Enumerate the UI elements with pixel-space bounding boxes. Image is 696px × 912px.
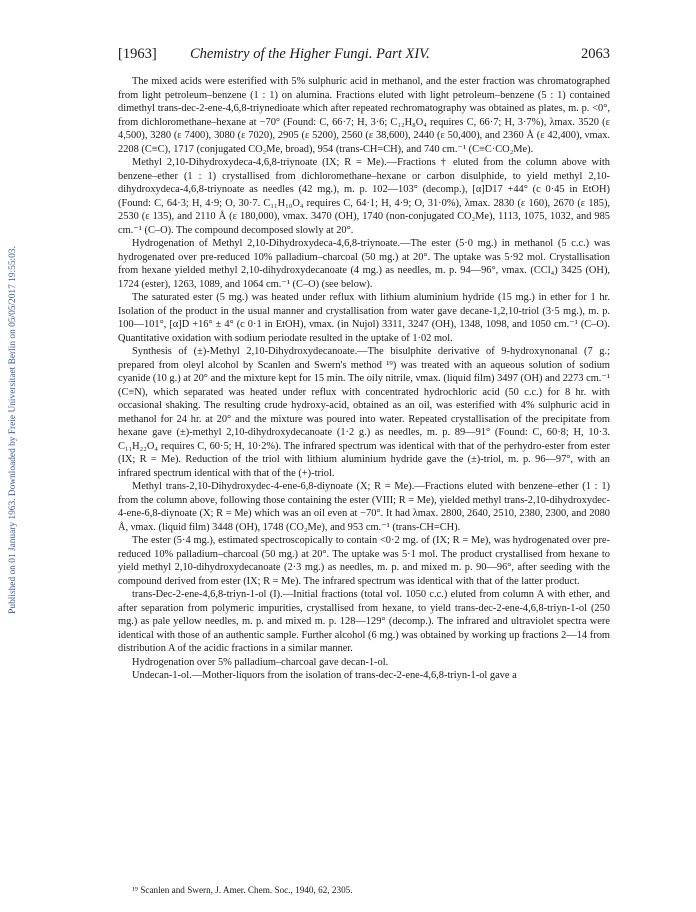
paragraph-undecanol: Undecan-1-ol.—Mother-liquors from the isolation of trans-dec-2-ene-4,6,8-triyn-1-ol gave a: [132, 670, 517, 681]
page-header: [118, 46, 610, 64]
header-year: [1963]: [118, 46, 157, 62]
running-title: Chemistry of the Higher Fungi. Part XIV.: [190, 46, 430, 62]
paragraph-hydrogenation: Hydrogenation of Methyl 2,10-Dihydroxydeca-4,6,8-triynoate.—The ester (5·0 mg.) in methanol (5 c.c.) was hydrogenated over pre-reduced 10% palladium–charcoal (50 mg.) at 20°. The uptake was 5·92 mol. Crystallisation from hexane yielded methyl 2,10-dihydroxydecanoate (4 mg.) as needles, m. p. 94—96°, νmax. (CCl₄) 3425 (OH), 1724 (ester), 1263, 1089, and 1064 cm.⁻¹ (C–O) (see below).: [118, 238, 610, 290]
footnote: [118, 884, 610, 896]
paragraph-diynoate: Methyl trans-2,10-Dihydroxydec-4-ene-6,8-diynoate (X; R = Me).—Fractions eluted with benzene–ether (1 : 1) from the column above, following those containing the ester (VIII; R = Me), yielded methyl trans-2,10-dihydroxydec-4-ene-6,8-diynoate (X; R = Me) which was an oil even at −70°. It had λmax. 2800, 2640, 2510, 2380, 2300, and 2080 Å, νmax. (liquid film) 3448 (OH), 1748 (CO₂Me), and 953 cm.⁻¹ (trans-CH=CH).: [118, 481, 610, 533]
paragraph-synthesis: Synthesis of (±)-Methyl 2,10-Dihydroxydecanoate.—The bisulphite derivative of 9-hydroxynonanal (7 g.; prepared from oleyl alcohol by Scanlen and Swern's method ¹⁹) was treated with an aqueous solution of sodium cyanide (10 g.) at 20° and the mixture kept for 15 min. The oily nitrile, νmax. (liquid film) 3497 (OH) and 2273 cm.⁻¹ (C≡N), which separated was heated under reflux with concentrated hydrochloric acid (50 c.c.) for 8 hr. with occasional shaking. The resulting crude hydroxy-acid, obtained as an oil, was esterified with 4% sulphuric acid in methanol for 24 hr. at 20° and the mixture was poured into water. Repeated crystallisation of the precipitate from hexane gave (±)-methyl 2,10-dihydroxydecanoate (1·2 g.) as needles, m. p. 89—91° (Found: C, 60·8; H, 10·3. C₁₁H₂₂O₄ requires C, 60·5; H, 10·2%). The infrared spectrum was identical with that of the perhydro-ester from ester (IX; R = Me). Reduction of the triol with lithium aluminium hydride gave the (±)-triol, m. p. 96—97°, with an infrared spectrum identical with that of the (+)-triol.: [118, 346, 610, 479]
provenance-margin-note: [4, 150, 22, 710]
provenance-text: Published on 01 January 1963. Downloaded by Freie Universitaet Berlin on 05/05/2017 19:55:03.: [8, 246, 18, 614]
footnote-19: ¹⁹ Scanlen and Swern, J. Amer. Chem. Soc., 1940, 62, 2305.: [132, 885, 353, 895]
article-body: [118, 75, 610, 683]
paragraph-saturated-ester: The saturated ester (5 mg.) was heated under reflux with lithium aluminium hydride (15 mg.) in ether for 1 hr. Isolation of the product in the usual manner and crystallisation from water gave decane-1,2,10-triol (3·5 mg.), m. p. 100—101°, [α]D +16° ± 4° (c 0·1 in EtOH), νmax. (in Nujol) 3311, 3247 (OH), 1348, 1098, and 1050 cm.⁻¹ (C–O). Quantitative oxidation with sodium periodate resulted in the uptake of 1·02 mol.: [118, 292, 610, 344]
paragraph-triynol: trans-Dec-2-ene-4,6,8-triyn-1-ol (I).—Initial fractions (total vol. 1050 c.c.) eluted from column A with ether, and after separation from polymeric impurities, crystallised from hexane, to yield trans-dec-2-ene-4,6,8-triyn-1-ol (250 mg.) as pale yellow needles, m. p. and mixed m. p. 128—129° (decomp.). The infrared and ultraviolet spectra were identical with those of an authentic sample. Further alcohol (6 mg.) was obtained by working up fractions 2—14 from distribution A of the acidic fractions in a similar manner.: [118, 589, 610, 654]
page-number: 2063: [581, 46, 610, 62]
paragraph-ester-hydrogenation: The ester (5·4 mg.), estimated spectroscopically to contain <0·2 mg. of (IX; R = Me), was hydrogenated over pre-reduced 10% palladium–charcoal (50 mg.) at 20°. The uptake was 5·1 mol. The product crystallised from hexane to yield methyl 2,10-dihydroxydecanoate (2·3 mg.) as needles, m. p. and mixed m. p. 90—96°, after seeding with the compound derived from ester (IX; R = Me). The infrared spectrum was identical with that of the latter product.: [118, 535, 610, 587]
paragraph-decanol: Hydrogenation over 5% palladium–charcoal gave decan-1-ol.: [132, 656, 389, 668]
paragraph-methyl-triynoate: Methyl 2,10-Dihydroxydeca-4,6,8-triynoate (IX; R = Me).—Fractions † eluted from the column above with benzene–ether (1 : 1) crystallised from dichloromethane–hexane or carbon disulphide, to yield methyl 2,10-dihydroxydeca-4,6,8-triynoate as needles (42 mg.), m. p. 102—103° (decomp.), [α]D17 +44° (c 0·45 in EtOH) (Found: C, 64·3; H, 4·9; O, 30·7. C₁₁H₁₀O₄ requires C, 64·1; H, 4·9; O, 31·0%), λmax. 2830 (ε 160), 2670 (ε 185), 2530 (ε 135), and 2110 Å (ε 180,000), νmax. 3470 (OH), 1740 (non-conjugated CO₂Me), 1113, 1075, 1032, and 985 cm.⁻¹ (C–O). The compound decomposed slowly at 20°.: [118, 157, 610, 236]
paragraph-mixed-acids: The mixed acids were esterified with 5% sulphuric acid in methanol, and the ester fraction was chromatographed from light petroleum–benzene (1 : 1) on alumina. Fractions eluted with light petroleum–benzene (5 : 1) contained dimethyl trans-dec-2-ene-4,6,8-triynedioate which after repeated rechromatography was obtained as plates, m. p. <0°, from dichloromethane–hexane at −70° (Found: C, 66·7; H, 3·6; C₁₂H₈O₄ requires C, 66·7; H, 3·7%), λmax. 3520 (ε 4,500), 3280 (ε 7400), 3080 (ε 7020), 2905 (ε 5200), 2560 (ε 38,600), 2440 (ε 50,400), and 2360 Å (ε 42,400), νmax. 2208 (C≡C), 1717 (conjugated CO₂Me, broad), 954 (trans-CH=CH), and 740 cm.⁻¹ (C≡C·CO₂Me).: [118, 76, 610, 155]
